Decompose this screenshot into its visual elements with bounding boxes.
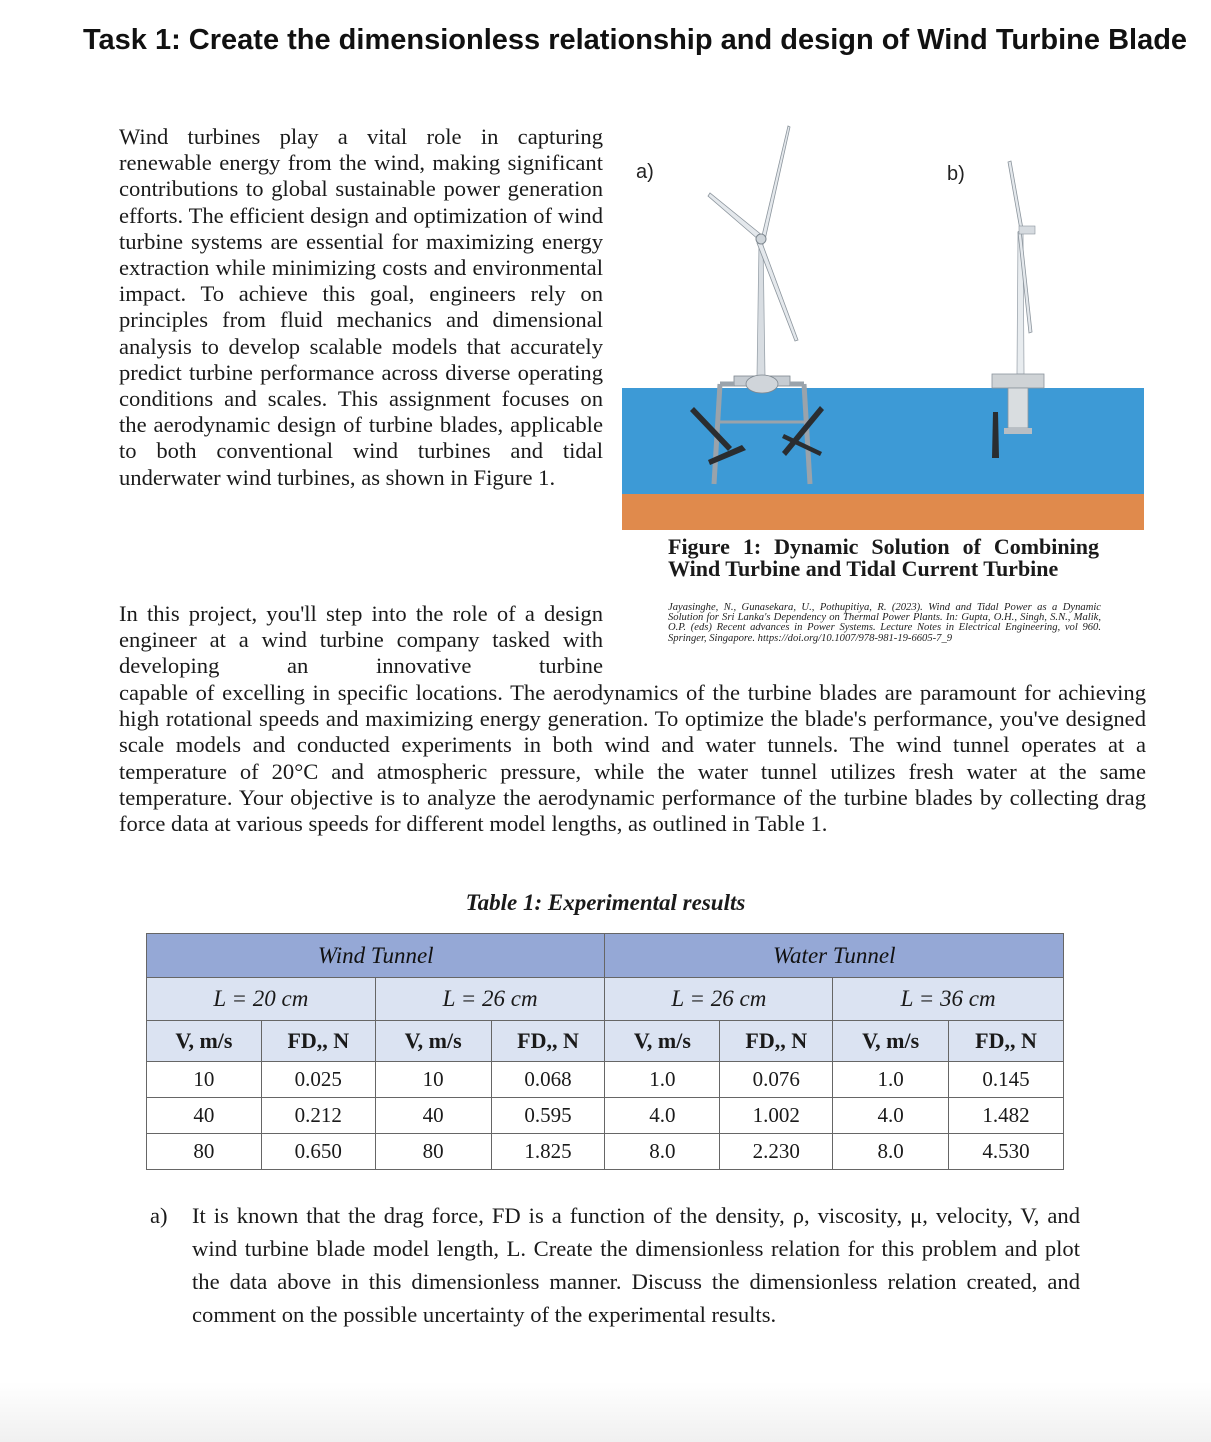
table-row (147, 1062, 1064, 1098)
length-header: L = 20 cm (147, 978, 376, 1021)
table-cell: 8.0 (605, 1134, 720, 1170)
figure-caption: Figure 1: Dynamic Solution of Combining Wind Turbine and Tidal Current Turbine (668, 534, 1099, 581)
length-header: L = 36 cm (833, 978, 1064, 1021)
sea-area (622, 388, 1144, 494)
table-cell: 1.0 (605, 1062, 720, 1098)
figure-1 (622, 122, 1144, 530)
results-table (146, 933, 1064, 1170)
intro-paragraph: Wind turbines play a vital role in capturing renewable energy from the wind, making significant contributions to global sustainable power generation efforts. The efficient design and optimization of wind turbine systems are essential for maximizing energy extraction while minimizing costs and environmental impact. To achieve this goal, engineers rely on principles from fluid mechanics and dimensional analysis to develop scalable models that accurately predict turbine performance across diverse operating conditions and scales. This assignment focuses on the aerodynamic design of turbine blades, applicable to both conventional wind turbines and tidal underwater wind turbines, as shown in Figure 1. (119, 124, 603, 490)
water-tunnel-header: Water Tunnel (605, 934, 1064, 978)
table-cell: 0.068 (491, 1062, 605, 1098)
table-cell: 1.0 (833, 1062, 949, 1098)
table-cell: 0.595 (491, 1098, 605, 1134)
project-paragraph-part1: In this project, you'll step into the role of a design engineer at a wind turbine company tasked with developing an innovative turbine (119, 601, 603, 679)
table-title: Table 1: Experimental results (465, 890, 746, 915)
table-cell: 1.482 (949, 1098, 1064, 1134)
drag-force-header: FD,, N (949, 1021, 1064, 1062)
turbine-illustration (622, 122, 1144, 530)
table-cell: 0.025 (261, 1062, 375, 1098)
table-cell: 0.145 (949, 1062, 1064, 1098)
drag-force-header: FD,, N (491, 1021, 605, 1062)
length-header: L = 26 cm (605, 978, 833, 1021)
table-cell: 0.076 (720, 1062, 833, 1098)
figure-label-b: b) (947, 163, 965, 185)
question-text: It is known that the drag force, FD is a function of the density, ρ, viscosity, μ, velocity, V, and wind turbine blade model length, L. Create the dimensionless relation for this problem and plot the data above in this dimensionless manner. Discuss the dimensionless relation created, and comment on the possible uncertainty of the experimental results. (192, 1203, 1080, 1327)
table-header-variables (147, 1021, 1064, 1062)
wind-tunnel-header: Wind Tunnel (147, 934, 605, 978)
table-cell: 8.0 (833, 1134, 949, 1170)
table-cell: 1.002 (720, 1098, 833, 1134)
seabed-area (622, 494, 1144, 530)
table-cell: 4.530 (949, 1134, 1064, 1170)
question-letter: a) (150, 1203, 168, 1228)
table-header-tunnels (147, 934, 1064, 978)
table-cell: 0.650 (261, 1134, 375, 1170)
table-cell: 1.825 (491, 1134, 605, 1170)
table-cell: 40 (375, 1098, 491, 1134)
project-paragraph-part2: capable of excelling in specific locations. The aerodynamics of the turbine blades are paramount for achieving high rotational speeds and maximizing energy generation. To optimize the blade's performance, you've designed scale models and conducted experiments in both wind and water tunnels. The wind tunnel operates at a temperature of 20°C and atmospheric pressure, while the water tunnel utilizes fresh water at the same temperature. Your objective is to analyze the aerodynamic performance of the turbine blades by collecting drag force data at various speeds for different model lengths, as outlined in Table 1. (119, 680, 1146, 837)
figure-label-a: a) (636, 161, 654, 183)
page-title: Task 1: Create the dimensionless relationship and design of Wind Turbine Blade (82, 24, 1188, 56)
table-header-lengths (147, 978, 1064, 1021)
table-row (147, 1098, 1064, 1134)
table-cell: 4.0 (833, 1098, 949, 1134)
drag-force-header: FD,, N (261, 1021, 375, 1062)
table-cell: 10 (375, 1062, 491, 1098)
drag-force-header: FD,, N (720, 1021, 833, 1062)
table-cell: 10 (147, 1062, 262, 1098)
page-bottom-edge (0, 1382, 1211, 1442)
table-cell: 40 (147, 1098, 262, 1134)
table-cell: 80 (375, 1134, 491, 1170)
table-cell: 4.0 (605, 1098, 720, 1134)
figure-reference: Jayasinghe, N., Gunasekara, U., Pothupitiya, R. (2023). Wind and Tidal Power as a Dynamic Solution for Sri Lanka's Dependency on Thermal Power Plants. In: Gupta, O.H., Singh, S.N., Malik, O.P. (eds) Recent advances in Power Systems. Lecture Notes in Electrical Engineering, vol 960. Springer, Singapore. https://doi.org/10.1007/978-981-19-6605-7_9 (668, 602, 1101, 644)
question-a (150, 1199, 1080, 1331)
table-cell: 80 (147, 1134, 262, 1170)
velocity-header: V, m/s (375, 1021, 491, 1062)
table-row (147, 1134, 1064, 1170)
length-header: L = 26 cm (375, 978, 605, 1021)
velocity-header: V, m/s (147, 1021, 262, 1062)
velocity-header: V, m/s (605, 1021, 720, 1062)
table-cell: 2.230 (720, 1134, 833, 1170)
table-cell: 0.212 (261, 1098, 375, 1134)
velocity-header: V, m/s (833, 1021, 949, 1062)
